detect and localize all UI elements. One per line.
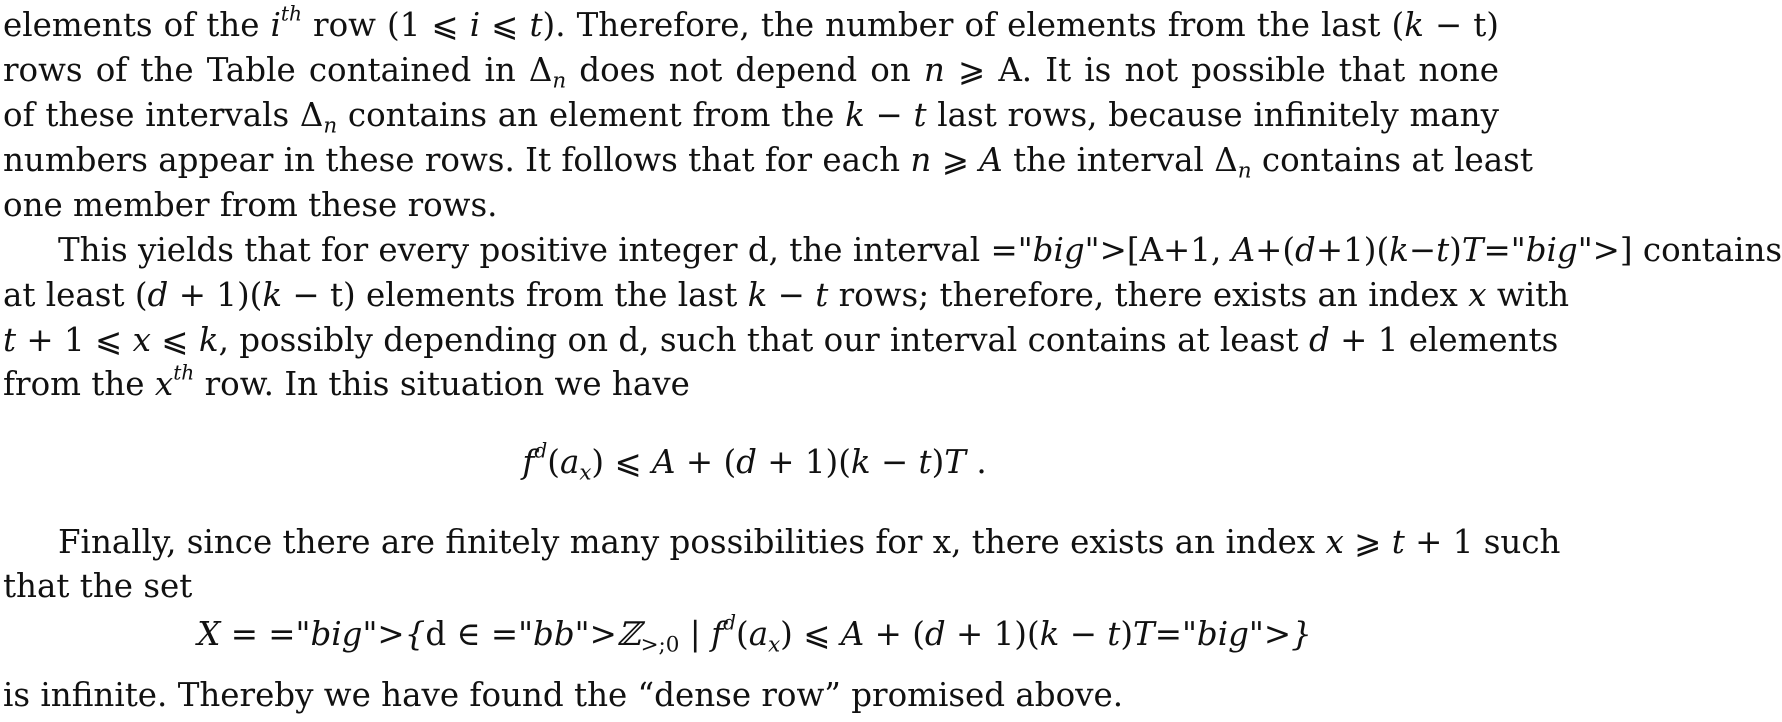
text-line: at least (d + 1)(k − t) elements from the last k − t rows; therefore, there exists an index x with [3,276,1570,314]
text-line: numbers appear in these rows. It follows that for each n ⩾ A the interval $\Delta_n$ contains at least [3,141,1533,184]
text-line: t + 1 ⩽ x ⩽ k, possibly depending on d, such that our interval contains at least d + 1 elements [3,321,1559,359]
text-line: elements of the $i^{th}$ row (1 ⩽ i ⩽ t). Therefore, the number of elements from the last (k − t) [3,1,1499,44]
text-line: one member from these rows. [3,186,498,224]
text-line: of these intervals $\Delta_n$ contains an element from the k − t last rows, because infinitely many [3,96,1499,139]
text-line: that the set [3,567,193,605]
text-line: This yields that for every positive integer d, the interval ="big">[A+1, A+(d+1)(k−t)T="big">] contains [58,231,1782,269]
text-line: is infinite. Thereby we have found the “dense row” promised above. [3,676,1124,714]
display-equation: X = ="big">{d ∈ ="bb">ℤ$_{>;0}$ | $f^d(a_x)$ ⩽ A + (d + 1)(k − t)T="big">} [197,610,1312,658]
display-equation: $f^d(a_x)$ ⩽ A + (d + 1)(k − t)T . [522,438,987,486]
text-line: rows of the Table contained in $\Delta_n$ does not depend on n ⩾ A. It is not possible that none [3,51,1499,94]
text-line: Finally, since there are finitely many possibilities for x, there exists an index x ⩾ t + 1 such [58,523,1561,561]
text-line: from the $x^{th}$ row. In this situation we have [3,360,690,403]
